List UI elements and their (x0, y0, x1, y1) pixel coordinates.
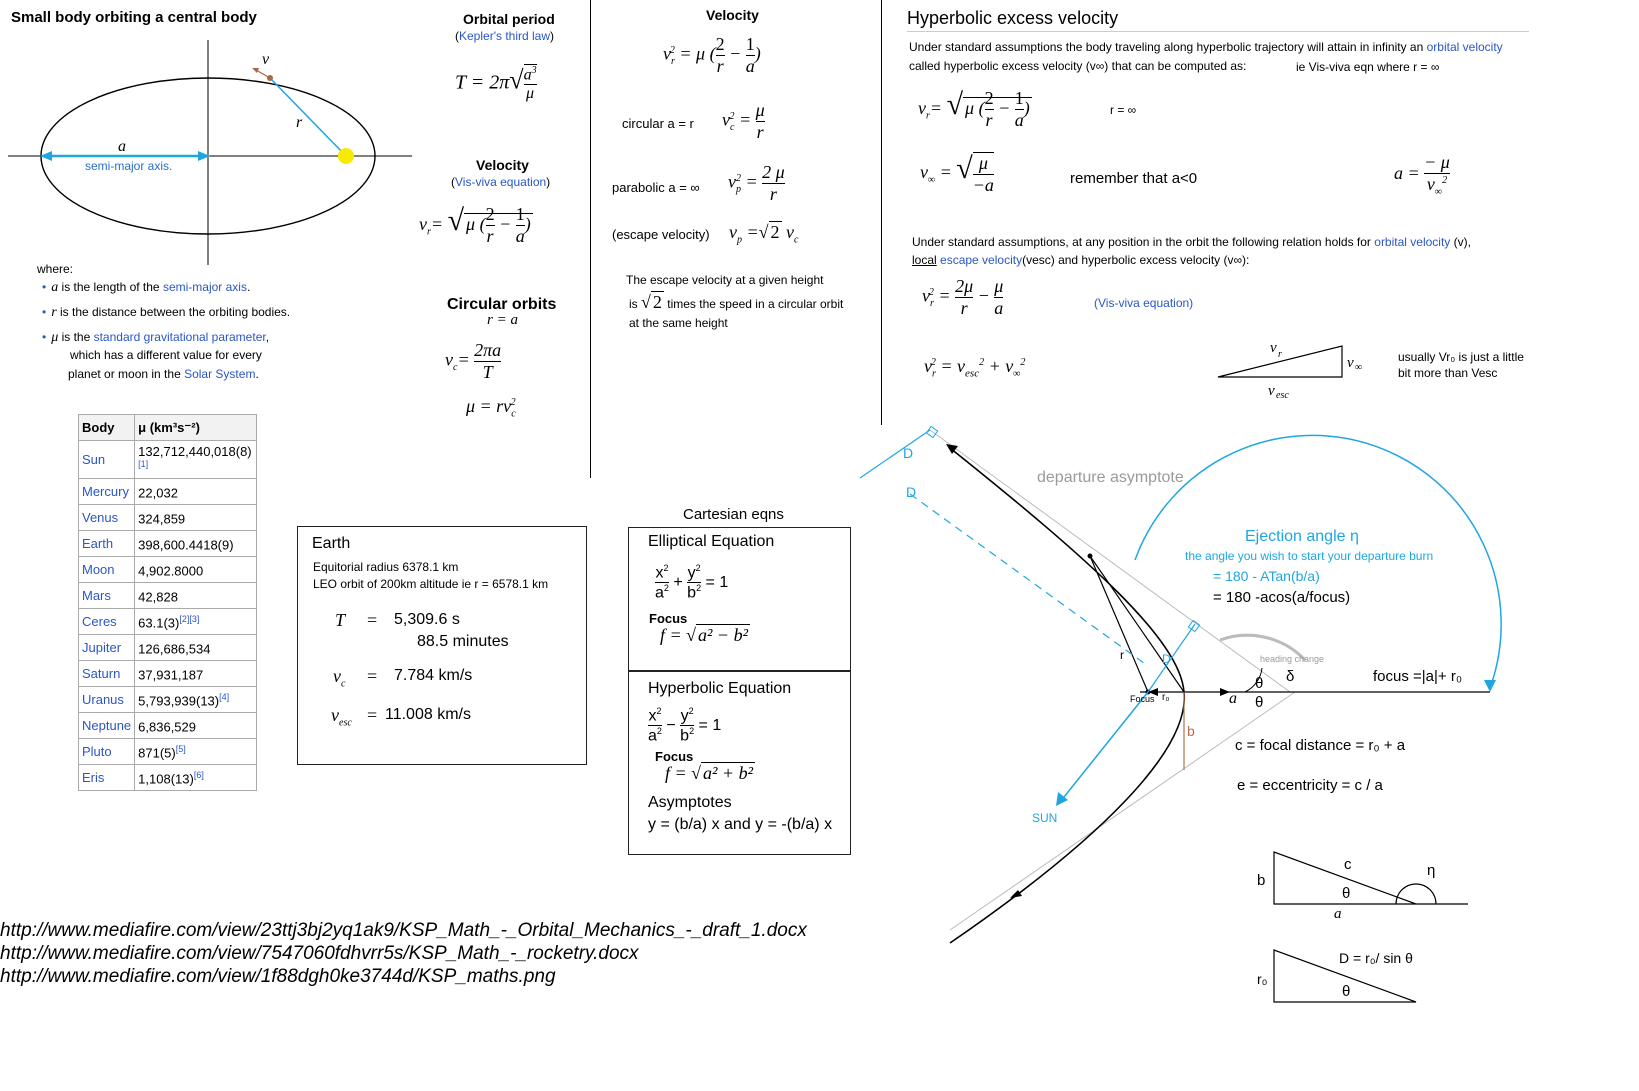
cartesian-divider (628, 670, 851, 672)
earth-vesc-eq: = (367, 705, 378, 725)
table-row (79, 441, 257, 479)
excess-para-line1: Under standard assumptions the body traveling along hyperbolic trajectory will attain in infinity an orbital velocity (909, 40, 1503, 54)
body-name-link[interactable]: Mercury (79, 479, 135, 505)
asymptotes-eq: y = (b/a) x and y = -(b/a) x (648, 816, 833, 833)
diagram-v-label: v (262, 51, 270, 68)
ejection-angle-label: Ejection angle η (1245, 528, 1359, 545)
where-label: where: (37, 262, 74, 276)
where-cont2: planet or moon in the Solar System. (68, 367, 259, 381)
svg-text:r: r (1278, 349, 1282, 360)
table-row (79, 609, 257, 635)
diagram-semimajor-label: semi-major axis. (85, 159, 173, 173)
table-row (79, 713, 257, 739)
diagram-a-label: a (118, 138, 126, 155)
D-label-1: D (903, 445, 914, 461)
sun-label: SUN (1032, 811, 1058, 825)
vp-squared-formula: $v_p^2$ = $\frac{2 \mu}{r}$ (728, 162, 785, 204)
url-link-1[interactable]: http://www.mediafire.com/view/23ttj3bj2yq1ak9/KSP_Math_-_Orbital_Mechanics_-_draft_1.docx (0, 920, 807, 941)
table-row (79, 765, 257, 791)
earth-radius: Equitorial radius 6378.1 km (313, 560, 459, 574)
elliptical-title: Elliptical Equation (648, 533, 775, 550)
mu-value: 6,836,529 (135, 713, 257, 739)
mu-value: 22,032 (135, 479, 257, 505)
focus-formula-2: f = √ a² + b² (665, 763, 753, 783)
body-name-link[interactable]: Moon (79, 557, 135, 583)
orbital-period-formula: T = 2π√ $\frac{a^3}{\mu}$ (455, 65, 537, 103)
vinf-formula: $v_\infty$ = √ $\frac{\mu}{-a}$ (920, 152, 994, 195)
e-eq-label: e = eccentricity = c / a (1237, 777, 1383, 794)
title-underline (907, 31, 1529, 32)
escape-note-1: The escape velocity at a given height (626, 273, 824, 287)
escape-note-2: is √ 2 times the speed in a circular orbit (629, 292, 844, 312)
body-name-link[interactable]: Venus (79, 505, 135, 531)
vr-formula-right: $v_r=$ √ μ ( $\frac{2}{r}$ − $\frac{1}{a}$ ) (918, 88, 1030, 131)
mu-value: 1,108(13)[6] (135, 765, 257, 791)
table-row (79, 505, 257, 531)
table-row (79, 479, 257, 505)
heading-change-label: heading change (1260, 654, 1325, 664)
elliptical-eq: $\frac{x^2}{a^2}$ + $\frac{y^2}{b^2}$ = 1 (655, 563, 729, 602)
ejection-eq-1: = 180 - ATan(b/a) (1213, 568, 1320, 584)
earth-title: Earth (312, 535, 351, 552)
circular-r-eq-a: r = a (487, 312, 518, 328)
vc-squared-formula: $v_c^2$ = $\frac{\mu}{r}$ (722, 100, 765, 142)
mu-table (78, 414, 257, 791)
theta-label-1: θ (1255, 675, 1264, 692)
usually-note-2: bit more than Vesc (1398, 366, 1498, 380)
ejection-eq-2: = 180 -acos(a/focus) (1213, 589, 1351, 606)
body-name-link[interactable]: Ceres (79, 609, 135, 635)
table-row (79, 739, 257, 765)
svg-text:v: v (1270, 340, 1277, 356)
r-infinity-label: r = ∞ (1110, 103, 1137, 117)
escape-note-3: at the same height (629, 316, 728, 330)
vp-sqrt2-formula: $v_p$ =√ 2 $v_c$ (729, 222, 799, 246)
circular-vc-formula: $v_c=$ $\frac{2\pi a}{T}$ (445, 340, 502, 382)
table-header-row (79, 415, 257, 441)
earth-vc-value: 7.784 km/s (394, 667, 473, 684)
body-name-link[interactable]: Earth (79, 531, 135, 557)
c-eq-label: c = focal distance = r₀ + a (1235, 737, 1406, 754)
reference-link[interactable]: [2][3] (179, 613, 200, 624)
solar-system-link[interactable]: Solar System (184, 367, 256, 381)
svg-text:v: v (1268, 383, 1275, 399)
mu-value: 398,600.4418(9) (135, 531, 257, 557)
earth-vesc-value: 11.008 km/s (385, 706, 471, 723)
column-divider-1 (590, 0, 591, 478)
table-row (79, 687, 257, 713)
body-name-link[interactable]: Uranus (79, 687, 135, 713)
hyperbola-diagram (850, 410, 1639, 1010)
hyperbolic-excess-title: Hyperbolic excess velocity (907, 8, 1119, 28)
where-list (42, 280, 290, 355)
where-cont1: which has a different value for every (70, 348, 262, 362)
D-label-2: D (906, 484, 917, 500)
body-name-link[interactable]: Neptune (79, 713, 135, 739)
theta-label-2: θ (1255, 694, 1264, 711)
mu-value: 4,902.8000 (135, 557, 257, 583)
tri1-eta: η (1427, 862, 1436, 879)
velocity-triangle (1210, 335, 1390, 400)
relation-para-line1: Under standard assumptions, at any position in the orbit the following relation holds for orbital velocity (v), (912, 235, 1471, 249)
hyperbolic-title: Hyperbolic Equation (648, 680, 792, 697)
escape-velocity-link[interactable]: escape velocity (940, 253, 1023, 267)
focus-formula-1: f = √ a² − b² (660, 625, 748, 645)
table-row (79, 557, 257, 583)
visviva-ref-col2: (Vis-viva equation) (451, 175, 551, 189)
visviva-formula-col2: $v_r=$ √ μ ( $\frac{2}{r}$ − $\frac{1}{a}$ ) (419, 204, 531, 247)
where-item-mu: • μ is the standard gravitational parameter, (42, 330, 270, 345)
ellipse-orbit-diagram (0, 40, 420, 270)
excess-para-line2: called hyperbolic excess velocity (v∞) that can be computed as: (909, 59, 1247, 73)
table-row (79, 583, 257, 609)
col-header-body: Body (79, 415, 135, 441)
focus-point-label: Focus (1130, 694, 1155, 704)
vr2-sum-formula: $v_r^2 = v_{esc}^2 + v_\infty^2$ (924, 356, 1026, 380)
mu-value: 42,828 (135, 583, 257, 609)
circular-orbits-title: Circular orbits (447, 296, 557, 313)
kepler-law-ref: (Kepler's third law) (455, 29, 554, 43)
tri1-a: a (1334, 906, 1342, 922)
asymptotes-title: Asymptotes (648, 794, 732, 811)
section-title-small-body: Small body orbiting a central body (11, 9, 257, 26)
std-grav-param-link[interactable]: standard gravitational parameter (93, 330, 266, 344)
mu-value: 132,712,440,018(8)[1] (135, 441, 257, 479)
r-label-hyperbola: r (1120, 648, 1124, 662)
mu-value: 126,686,534 (135, 635, 257, 661)
earth-vesc-symbol: $v_{esc}$ (331, 705, 352, 729)
mu-value: 37,931,187 (135, 661, 257, 687)
vr2-mu-formula: $v_r^2$ = $\frac{2\mu}{r}$ − $\frac{\mu}{a}$ (922, 276, 1004, 318)
diagram-r-label: r (296, 114, 303, 131)
hyperbolic-eq: $\frac{x^2}{a^2}$ − $\frac{y^2}{b^2}$ = 1 (648, 706, 722, 745)
semi-major-axis-link[interactable]: semi-major axis (162, 280, 247, 294)
delta-label: δ (1286, 668, 1295, 685)
url-link-3[interactable]: http://www.mediafire.com/view/1f88dgh0ke3744d/KSP_maths.png (0, 966, 556, 987)
table-row (79, 531, 257, 557)
focus-eq-label: focus =|a|+ r₀ (1373, 668, 1463, 685)
reference-link[interactable]: [1] (138, 459, 149, 469)
escape-velocity-label: (escape velocity) (612, 227, 710, 242)
tri1-theta: θ (1342, 885, 1351, 902)
body-name-link[interactable]: Sun (79, 441, 135, 479)
mu-value: 63.1(3)[2][3] (135, 609, 257, 635)
parabolic-label: parabolic a = ∞ (612, 180, 700, 195)
column-divider-2 (881, 0, 882, 425)
earth-leo: LEO orbit of 200km altitude ie r = 6578.1 km (313, 577, 549, 591)
reference-link[interactable]: [5] (175, 743, 186, 754)
circular-mu-formula: $\mu = rv_c^2$ (466, 396, 516, 420)
body-name-link[interactable]: Pluto (79, 739, 135, 765)
reference-link[interactable]: [6] (193, 769, 204, 780)
r0-point-label: r₀ (1162, 692, 1170, 703)
focus-label-2: Focus (655, 749, 694, 764)
focus-label-1: Focus (649, 611, 688, 626)
body-name-link[interactable]: Saturn (79, 661, 135, 687)
earth-vc-symbol: $v_c$ (333, 666, 346, 690)
tri2-r0: r₀ (1257, 971, 1268, 987)
D-label-3: D (1162, 652, 1171, 666)
svg-text:∞: ∞ (1355, 362, 1363, 373)
vr-squared-formula: $v_r^2 = \mu$ ( $\frac{2}{r}$ − $\frac{1}{a}$ ) (663, 34, 761, 76)
usually-note-1: usually Vr₀ is just a little (1398, 350, 1524, 364)
tri2-D: D = r₀/ sin θ (1339, 950, 1413, 966)
velocity-title-col3: Velocity (706, 7, 759, 23)
cartesian-title: Cartesian eqns (683, 506, 784, 523)
visviva-link-right[interactable]: (Vis-viva equation) (1094, 296, 1194, 310)
body-name-link[interactable]: Mars (79, 583, 135, 609)
orbital-velocity-link-2[interactable]: orbital velocity (1374, 235, 1451, 249)
velocity-title-col2: Velocity (476, 157, 529, 173)
reference-link[interactable]: [4] (219, 691, 230, 702)
earth-vc-eq: = (367, 666, 378, 686)
a-formula: a = $\frac{- \mu}{v_\infty^2}$ (1394, 152, 1450, 198)
visviva-infinity-note: ie Vis-viva eqn where r = ∞ (1296, 60, 1440, 74)
where-item-r: • r is the distance between the orbiting bodies. (42, 305, 291, 320)
earth-T-symbol: T (335, 610, 346, 630)
url-link-2[interactable]: http://www.mediafire.com/view/7547060fdhvrr5s/KSP_Math_-_rocketry.docx (0, 943, 639, 964)
svg-text:esc: esc (1276, 390, 1289, 400)
svg-text:v: v (1347, 355, 1354, 371)
orbital-period-title: Orbital period (463, 11, 555, 27)
earth-T-value: 5,309.6 s (394, 611, 460, 628)
ejection-angle-sub: the angle you wish to start your departure burn (1185, 549, 1434, 563)
departure-asymptote-label: departure asymptote (1037, 469, 1184, 486)
mu-value: 5,793,939(13)[4] (135, 687, 257, 713)
earth-T-minutes: 88.5 minutes (417, 633, 509, 650)
tri1-c: c (1344, 856, 1352, 873)
body-name-link[interactable]: Eris (79, 765, 135, 791)
mu-value: 324,859 (135, 505, 257, 531)
local-link[interactable]: local (912, 253, 937, 267)
visviva-link-col2[interactable]: Vis-viva equation (455, 175, 547, 189)
body-name-link[interactable]: Jupiter (79, 635, 135, 661)
b-label-hyperbola: b (1187, 723, 1195, 739)
col-header-mu: μ (km³s⁻²) (135, 415, 257, 441)
remember-note: remember that a<0 (1070, 170, 1198, 187)
mu-value: 871(5)[5] (135, 739, 257, 765)
earth-T-eq: = (367, 610, 378, 630)
tri1-b: b (1257, 872, 1266, 889)
orbital-velocity-link-1[interactable]: orbital velocity (1426, 40, 1503, 54)
where-item-a: • a is the length of the semi-major axis. (42, 280, 251, 295)
kepler-law-link[interactable]: Kepler's third law (459, 29, 550, 43)
relation-para-line2: local escape velocity(vesc) and hyperbolic excess velocity (v∞): (912, 253, 1250, 267)
table-row (79, 661, 257, 687)
circular-label: circular a = r (622, 116, 694, 131)
a-label-axis: a (1229, 690, 1237, 707)
tri2-theta: θ (1342, 983, 1351, 1000)
table-row (79, 635, 257, 661)
